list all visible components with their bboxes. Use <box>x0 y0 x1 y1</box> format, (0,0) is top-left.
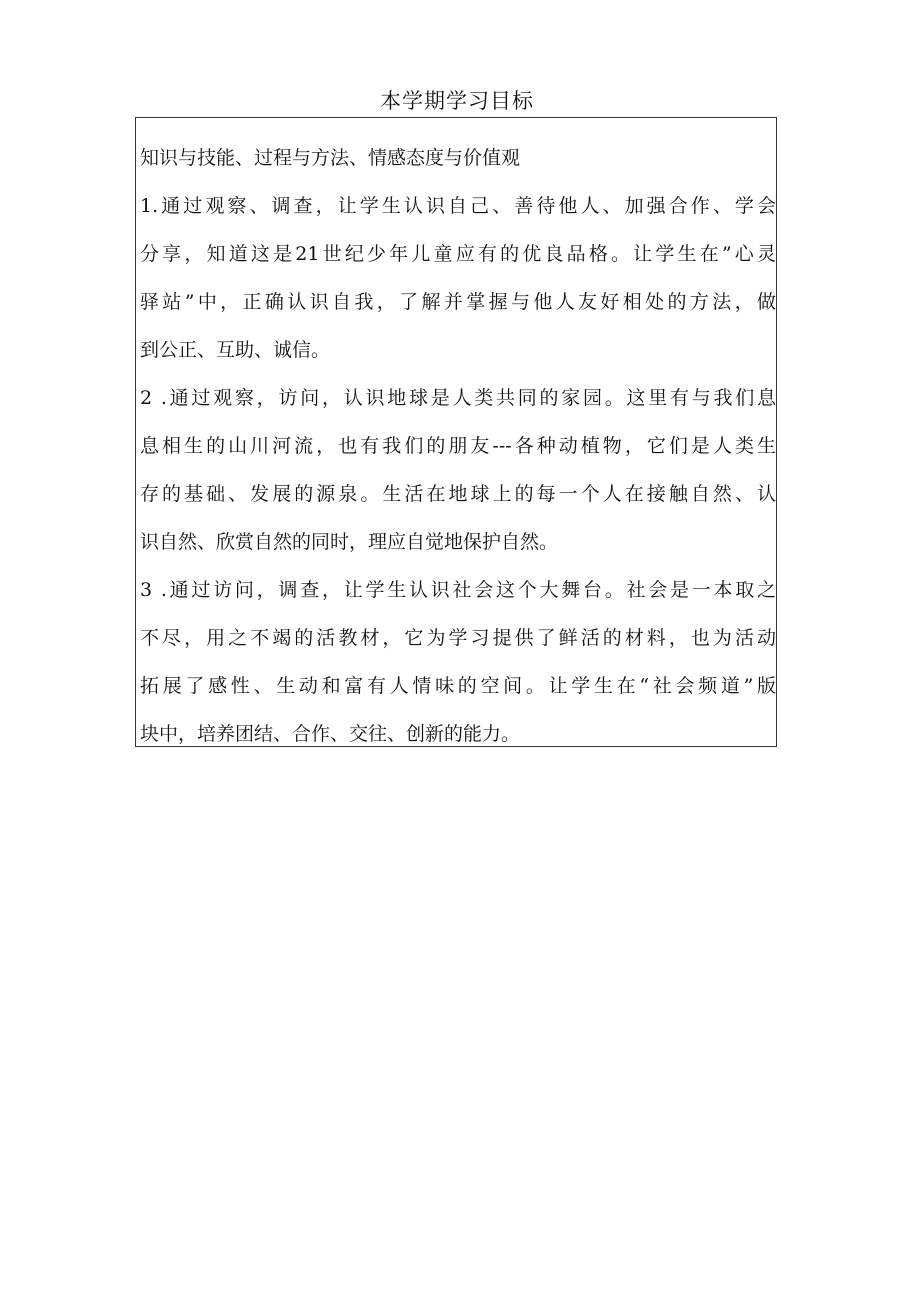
learning-goals-box <box>135 117 777 747</box>
goal-2-line-1: 2 .通过观察，访问，认识地球是人类共同的家园。这里有与我们息 <box>140 387 776 409</box>
goal-1-line-2: 分享，知道这是21世纪少年儿童应有的优良品格。让学生在”心灵 <box>140 243 776 265</box>
goal-1-line-3: 驿站”中，正确认识自我，了解并掌握与他人友好相处的方法，做 <box>140 291 776 313</box>
page-title: 本学期学习目标 <box>380 89 534 113</box>
goal-3-line-2: 不尽，用之不竭的活教材，它为学习提供了鲜活的材料，也为活动 <box>140 627 776 649</box>
goal-1-line-1: 1.通过观察、调查，让学生认识自己、善待他人、加强合作、学会 <box>140 195 776 217</box>
goal-2-line-3: 存的基础、发展的源泉。生活在地球上的每一个人在接触自然、认 <box>140 483 776 505</box>
goal-2-line-2: 息相生的山川河流，也有我们的朋友---各种动植物，它们是人类生 <box>140 435 776 457</box>
goals-heading: 知识与技能、过程与方法、情感态度与价值观 <box>140 147 521 169</box>
learning-goals-text <box>140 134 776 758</box>
goal-3-line-3: 拓展了感性、生动和富有人情味的空间。让学生在“社会频道”版 <box>140 675 776 697</box>
goal-3-line-4: 块中，培养团结、合作、交往、创新的能力。 <box>140 723 521 745</box>
goal-3-line-1: 3 .通过访问，调查，让学生认识社会这个大舞台。社会是一本取之 <box>140 579 776 601</box>
goal-1-line-4: 到公正、互助、诚信。 <box>140 339 331 361</box>
goal-2-line-4: 识自然、欣赏自然的同时，理应自觉地保护自然。 <box>140 531 559 553</box>
